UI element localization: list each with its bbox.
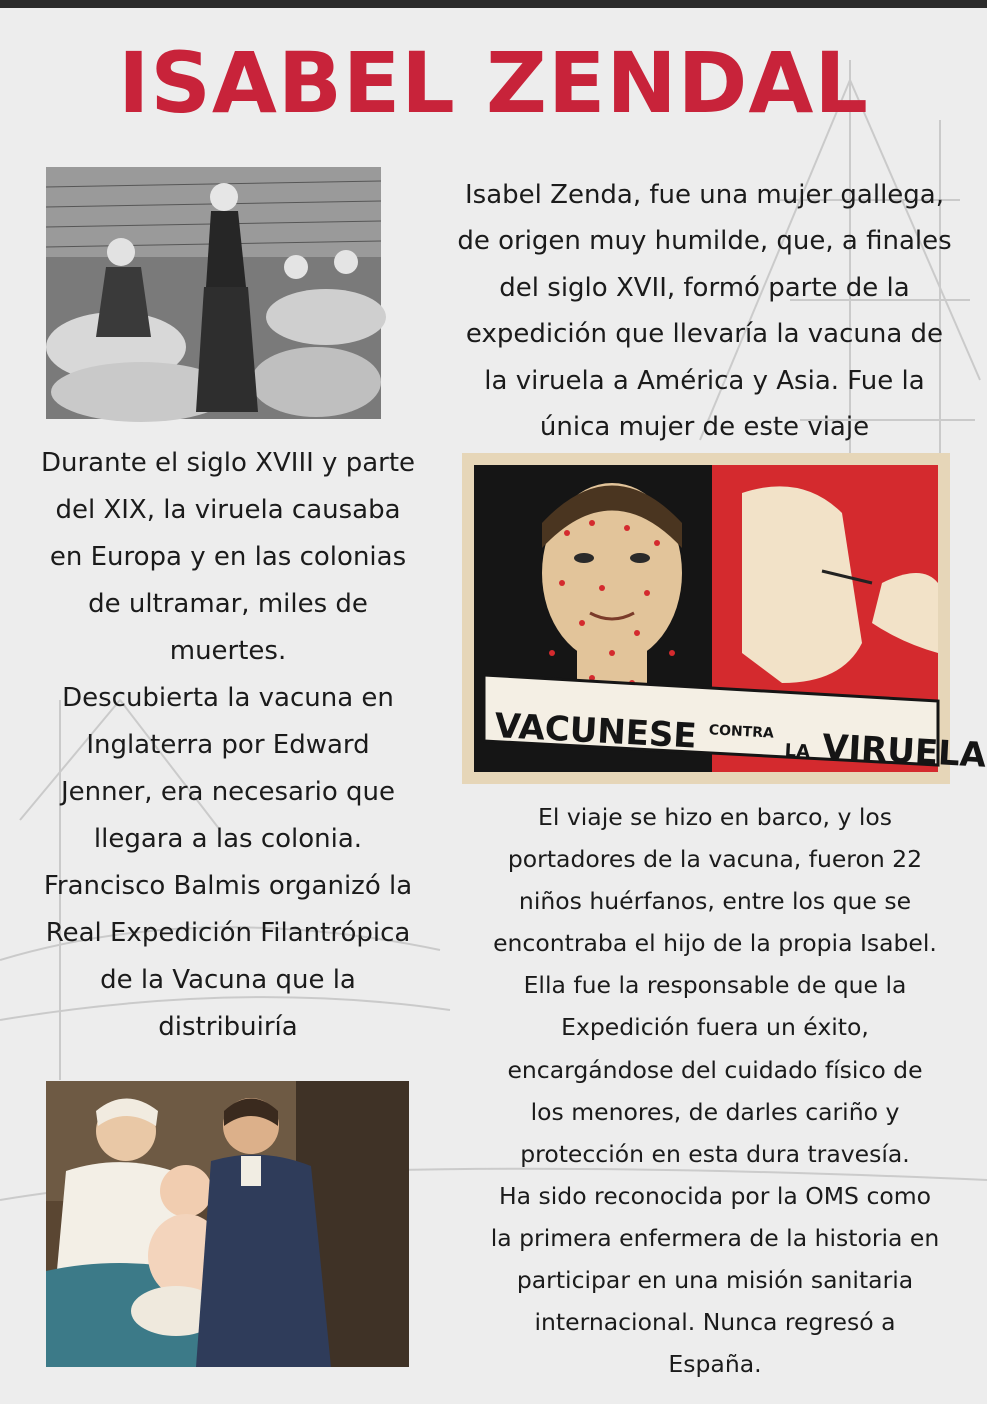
hospital-ward-engraving bbox=[46, 167, 381, 419]
poster-word-viruela: VIRUELA bbox=[821, 727, 987, 776]
voyage-paragraph: El viaje se hizo en barco, y los portadores de la vacuna, fueron 22 niños huérfanos, entre los que se encontraba el hijo de la propia Isabel. Ella fue la responsable de que la Expedición fuera un éxito, encargándose del cuidado físico de los menores, de darles cariño y protección en esta dura travesía. Ha sido reconocida por la OMS como la primera enfermera de la historia en participar en una misión sanitaria internacional. Nunca regresó a España. bbox=[490, 803, 940, 1379]
vaccine-poster-image bbox=[462, 453, 987, 784]
history-paragraph: Durante el siglo XVIII y parte del XIX, la viruela causaba en Europa y en las colonias de ultramar, miles de muertes. Descubierta la vacuna en Inglaterra por Edward Jenner, era necesario que llegara a las colonia. Francisco Balmis organizó la Real Expedición Filantrópica de la Vacuna que la distribuiría bbox=[40, 448, 416, 1042]
poster-word-contra: CONTRA bbox=[708, 722, 775, 742]
poster-word-la: LA bbox=[784, 740, 811, 763]
page-title: ISABEL ZENDAL bbox=[118, 34, 869, 132]
vaccination-painting bbox=[46, 1081, 409, 1367]
poster-word-vacunese: VACUNESE bbox=[493, 706, 698, 757]
intro-paragraph: Isabel Zenda, fue una mujer gallega, de origen muy humilde, que, a finales del siglo XVII, formó parte de la expedición que llevaría la vacuna de la viruela a América y Asia. Fue la única mujer de este viaje bbox=[457, 180, 952, 443]
